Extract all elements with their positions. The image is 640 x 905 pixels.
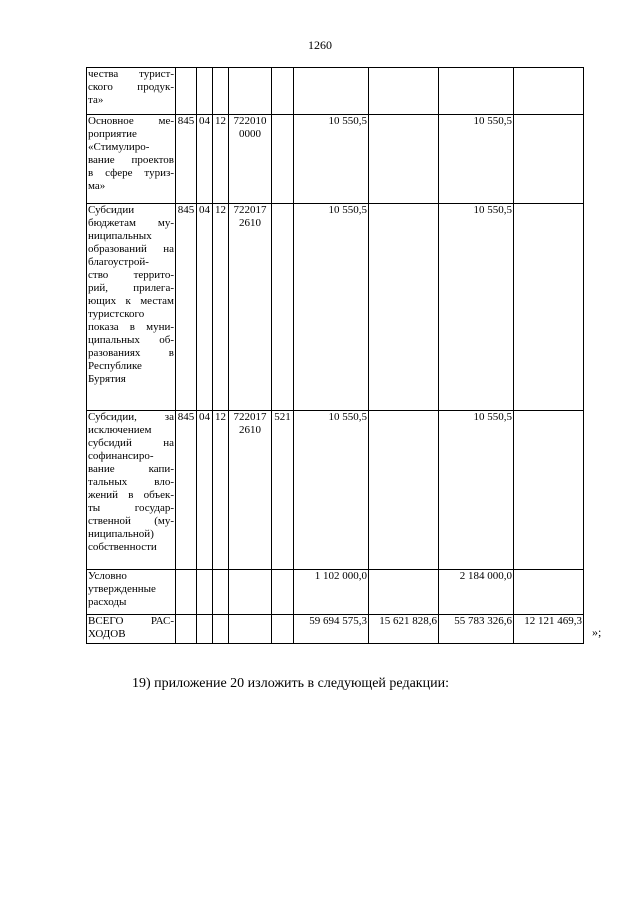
section-code-cell [197, 68, 213, 115]
admin-code-cell: 845 [176, 115, 197, 204]
target-article-part: 2610 [239, 217, 261, 229]
row-name-cell [87, 115, 176, 204]
expense-kind-cell [272, 115, 294, 204]
subsection-code-cell: 12 [213, 411, 229, 570]
row-name-line: ющих к местам [88, 295, 174, 307]
row-name-line: благоустрой- [88, 256, 149, 268]
amount-cell [369, 204, 439, 411]
target-article-cell [229, 411, 272, 570]
row-name-line: Субсидии, за [88, 411, 174, 423]
target-article-cell [229, 570, 272, 615]
expense-kind-cell [272, 204, 294, 411]
row-name-line: собственности [88, 541, 157, 553]
table-row [87, 570, 584, 615]
amount-cell: 10 550,5 [439, 115, 514, 204]
closing-quote-mark: »; [592, 625, 602, 639]
row-name-line: Субсидии [88, 204, 135, 216]
row-name-line: роприятие [88, 128, 137, 140]
row-name-line: та» [88, 94, 104, 106]
amount-cell [514, 570, 584, 615]
expense-kind-cell [272, 615, 294, 644]
row-name-line: Основное ме- [88, 115, 174, 127]
row-name-line: вание капи- [88, 463, 174, 475]
row-name-line: ты государ- [88, 502, 174, 514]
admin-code-cell [176, 570, 197, 615]
amount-cell [514, 204, 584, 411]
target-article-part: 722017 [233, 204, 267, 216]
row-name-line: Бурятия [88, 373, 126, 385]
row-name-line: рий, прилега- [88, 282, 174, 294]
row-name-line: вание проектов [88, 154, 174, 166]
amount-cell: 2 184 000,0 [439, 570, 514, 615]
target-article-part: 2610 [239, 424, 261, 436]
row-name-line: ципальных об- [88, 334, 174, 346]
table-row [87, 615, 584, 644]
amount-cell: 10 550,5 [439, 411, 514, 570]
expense-kind-cell: 521 [272, 411, 294, 570]
row-name-line: разованиях в [88, 347, 174, 359]
amount-cell [369, 115, 439, 204]
amount-cell [294, 68, 369, 115]
row-name-cell [87, 204, 176, 411]
row-name-line: Республике [88, 360, 142, 372]
row-name-cell [87, 411, 176, 570]
row-name-line: субсидий на [88, 437, 174, 449]
subsection-code-cell: 12 [213, 115, 229, 204]
row-name-line: ВСЕГО РАС- [88, 615, 174, 627]
subsection-code-cell [213, 615, 229, 644]
section-code-cell: 04 [197, 204, 213, 411]
row-name-line: исключением [88, 424, 152, 436]
section-code-cell: 04 [197, 411, 213, 570]
row-name-line: бюджетам му- [88, 217, 174, 229]
target-article-cell [229, 204, 272, 411]
amount-cell: 15 621 828,6 [369, 615, 439, 644]
row-name-line: тальных вло- [88, 476, 174, 488]
row-name-cell [87, 68, 176, 115]
subsection-code-cell: 12 [213, 204, 229, 411]
amount-cell: 1 102 000,0 [294, 570, 369, 615]
target-article-part: 722010 [233, 115, 267, 127]
instruction-text: 19) приложение 20 изложить в следующей редакции: [132, 676, 449, 691]
amount-cell: 10 550,5 [294, 204, 369, 411]
admin-code-cell: 845 [176, 204, 197, 411]
table-row [87, 411, 584, 570]
amount-cell [369, 68, 439, 115]
amount-cell: 10 550,5 [439, 204, 514, 411]
row-name-line: жений в объек- [88, 489, 174, 501]
amount-cell: 12 121 469,3 [514, 615, 584, 644]
target-article-cell [229, 68, 272, 115]
section-code-cell [197, 570, 213, 615]
amount-cell: 59 694 575,3 [294, 615, 369, 644]
table-row [87, 68, 584, 115]
admin-code-cell [176, 68, 197, 115]
target-article-part: 722017 [233, 411, 267, 423]
table-row [87, 115, 584, 204]
subsection-code-cell [213, 570, 229, 615]
amount-cell: 10 550,5 [294, 411, 369, 570]
expense-kind-cell [272, 68, 294, 115]
page-number: 1260 [308, 38, 332, 52]
row-name-line: чества турист- [88, 68, 174, 80]
section-code-cell [197, 615, 213, 644]
amount-cell: 55 783 326,6 [439, 615, 514, 644]
row-name-line: показа в муни- [88, 321, 174, 333]
row-name-line: ниципальных [88, 230, 152, 242]
row-name-line: ма» [88, 180, 106, 192]
budget-table [86, 67, 584, 644]
row-name-line: ского продук- [88, 81, 174, 93]
row-name-line: ство террито- [88, 269, 174, 281]
row-name-line: утвержденные [88, 583, 156, 595]
amount-cell: 10 550,5 [294, 115, 369, 204]
row-name-line: софинансиро- [88, 450, 154, 462]
row-name-line: ХОДОВ [88, 628, 126, 640]
row-name-line: образований на [88, 243, 174, 255]
row-name-line: ниципальной) [88, 528, 154, 540]
section-code-cell: 04 [197, 115, 213, 204]
row-name-cell [87, 570, 176, 615]
amount-cell [369, 570, 439, 615]
expense-kind-cell [272, 570, 294, 615]
row-name-line: в сфере туриз- [88, 167, 174, 179]
row-name-line: ственной (му- [88, 515, 174, 527]
target-article-cell [229, 615, 272, 644]
row-name-line: туристского [88, 308, 145, 320]
row-name-line: «Стимулиро- [88, 141, 150, 153]
row-name-cell [87, 615, 176, 644]
amount-cell [439, 68, 514, 115]
row-name-line: расходы [88, 596, 127, 608]
row-name-line: Условно [88, 570, 127, 582]
target-article-cell [229, 115, 272, 204]
subsection-code-cell [213, 68, 229, 115]
amount-cell [514, 411, 584, 570]
amount-cell [369, 411, 439, 570]
admin-code-cell: 845 [176, 411, 197, 570]
amount-cell [514, 115, 584, 204]
target-article-part: 0000 [239, 128, 261, 140]
admin-code-cell [176, 615, 197, 644]
table-row [87, 204, 584, 411]
amount-cell [514, 68, 584, 115]
